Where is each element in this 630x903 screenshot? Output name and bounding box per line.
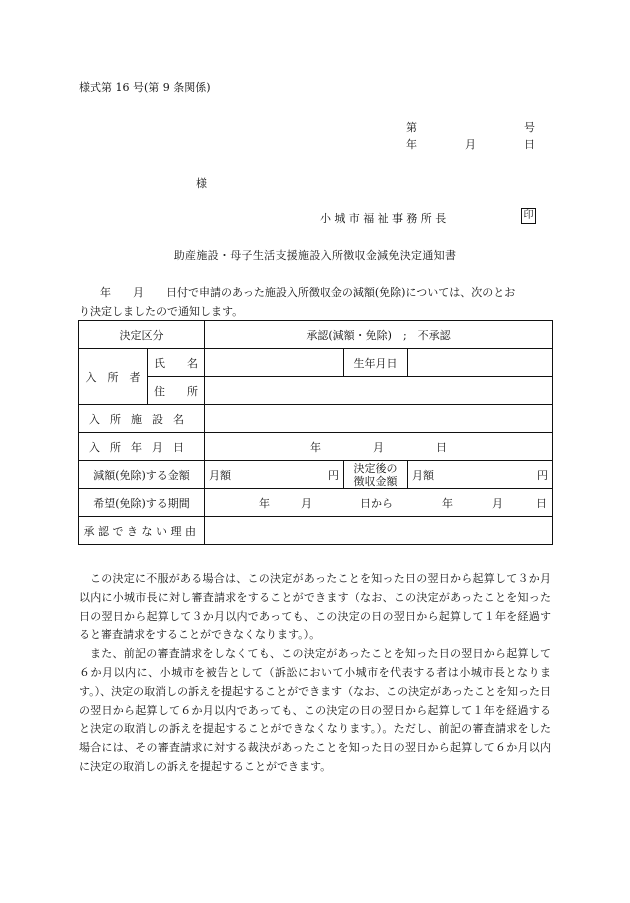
name-field[interactable] — [205, 349, 344, 377]
table-row-period — [79, 489, 553, 517]
address-label: 住 所 — [148, 377, 205, 405]
decision-label: 決定区分 — [79, 321, 205, 349]
period-year-1: 年 — [259, 496, 270, 510]
dob-label: 生年月日 — [344, 349, 408, 377]
yen-unit-2: 円 — [537, 468, 549, 482]
decision-value: 承認(減額・免除) ; 不承認 — [205, 321, 553, 349]
period-day-1: 日から — [360, 496, 393, 510]
table-row-reason — [79, 517, 553, 545]
facility-label: 入所施設名 — [79, 405, 205, 433]
resident-label: 入 所 者 — [79, 349, 148, 405]
entry-year: 年 — [310, 440, 321, 454]
monthly-prefix: 月額 — [209, 468, 231, 482]
dob-field[interactable] — [408, 349, 553, 377]
period-day-2: 日 — [536, 496, 547, 510]
document-title: 助産施設・母子生活支援施設入所徴収金減免決定通知書 — [173, 249, 457, 262]
addressee-honorific: 様 — [196, 177, 207, 190]
entry-day: 日 — [436, 440, 447, 454]
reason-field[interactable] — [205, 517, 553, 545]
after-amount-field[interactable] — [408, 461, 553, 489]
form-number: 様式第 16 号(第 9 条関係) — [79, 81, 211, 94]
after-amount-label: 決定後の 徴収金額 — [344, 461, 408, 489]
table-row-entry-date — [79, 433, 553, 461]
yen-unit: 円 — [328, 468, 339, 482]
date-month: 月 — [465, 138, 476, 151]
monthly-prefix-2: 月額 — [412, 468, 434, 482]
amount-field[interactable] — [205, 461, 344, 489]
table-row-address — [79, 377, 553, 405]
name-label: 氏 名 — [148, 349, 205, 377]
entry-date-label: 入所年月日 — [79, 433, 205, 461]
table-row-name — [79, 349, 553, 377]
intro-line-1: 年 月 日付で申請のあった施設入所徴収金の減額(免除)については、次のとお — [100, 286, 516, 299]
entry-date-field[interactable] — [205, 433, 553, 461]
seal-mark: 印 — [521, 208, 536, 224]
period-month-1: 月 — [301, 496, 312, 510]
appeal-paragraph-2: また、前記の審査請求をしなくても、この決定があったことを知った日の翌日から起算して６か月以内に、小城市を被告として（訴訟において小城市を代表する者は小城市長となります。）、決定の取消しの訴えを提起することができます（なお、この決定があったことを知った日の翌日から起算して６か月以内であっても、この決定の日の翌日から起算して１年を経過すると決定の取消しの訴えを提起することができなくなります。）。ただし、前記の審査請求をした場合には、その審査請求に対する裁決があったことを知った日の翌日から起算して６か月以内に決定の取消しの訴えを提起することができます。 — [79, 647, 552, 773]
amount-label: 減額(免除)する金額 — [79, 461, 205, 489]
reason-label: 承認できない理由 — [79, 517, 205, 545]
doc-number-prefix: 第 — [406, 121, 417, 134]
table-row-amount — [79, 461, 553, 489]
entry-month: 月 — [373, 440, 384, 454]
period-field[interactable] — [205, 489, 553, 517]
facility-field[interactable] — [205, 405, 553, 433]
issuer-name: 小城市福祉事務所長 — [320, 212, 450, 225]
period-year-2: 年 — [442, 496, 453, 510]
table-row-facility — [79, 405, 553, 433]
date-year: 年 — [406, 138, 417, 151]
appeal-notice — [79, 570, 551, 777]
period-month-2: 月 — [492, 496, 503, 510]
date-day: 日 — [524, 138, 535, 151]
intro-line-2: り決定しましたので通知します。 — [79, 305, 244, 318]
address-field[interactable] — [205, 377, 553, 405]
appeal-paragraph-1: この決定に不服がある場合は、この決定があったことを知った日の翌日から起算して３か月以内に小城市長に対し審査請求をすることができます（なお、この決定があったことを知った日の翌日から起算して３か月以内であっても、この決定の日の翌日から起算して１年を経過すると審査請求をすることができなくなります。）。 — [79, 572, 551, 642]
doc-number-suffix: 号 — [524, 121, 535, 134]
period-label: 希望(免除)する期間 — [79, 489, 205, 517]
table-row-decision — [79, 321, 553, 349]
decision-table — [78, 320, 553, 545]
